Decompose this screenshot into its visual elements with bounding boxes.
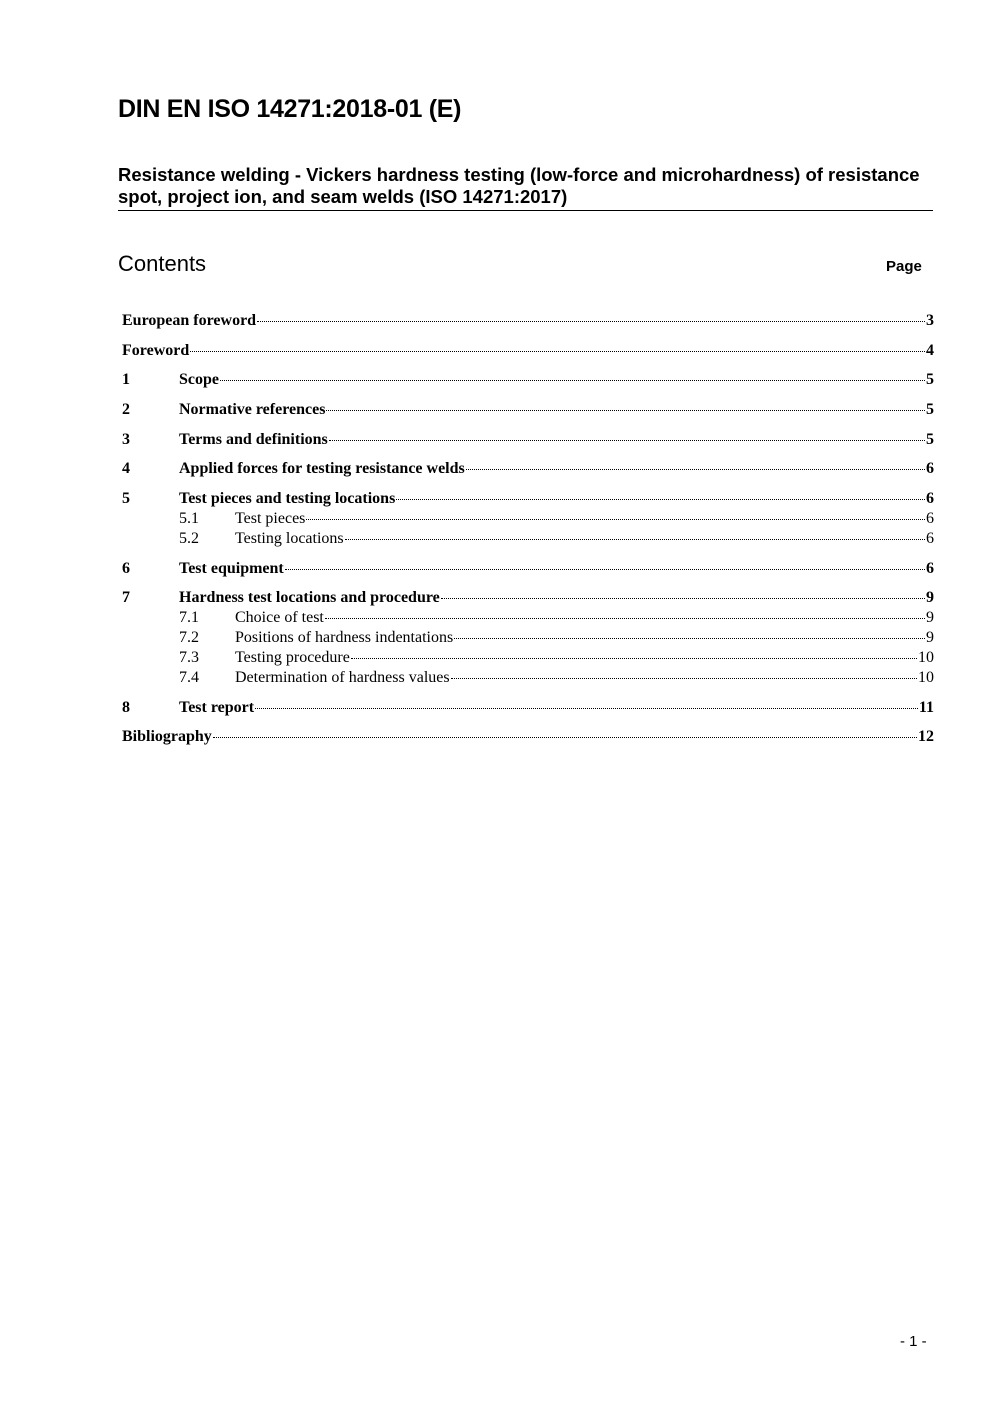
- page-column-heading: Page: [886, 258, 922, 275]
- toc-entry[interactable]: [122, 371, 934, 391]
- toc-entry-title: Applied forces for testing resistance welds: [179, 460, 465, 477]
- toc-entry-title: Test equipment: [179, 560, 284, 577]
- toc-entry-page: 5: [926, 371, 934, 388]
- dot-leader: [396, 499, 925, 500]
- toc-subentry[interactable]: [122, 669, 934, 689]
- toc-entry-number: 7.4: [179, 669, 199, 686]
- dot-leader: [255, 708, 918, 709]
- toc-entry-page: 9: [926, 609, 934, 626]
- toc-entry-title: Hardness test locations and procedure: [179, 589, 440, 606]
- toc-entry-page: 3: [926, 312, 934, 329]
- toc-entry-title: Positions of hardness indentations: [235, 629, 454, 646]
- toc-entry-number: 2: [122, 401, 130, 418]
- toc-entry-page: 6: [926, 530, 934, 547]
- toc-entry-title: Test report: [179, 699, 255, 716]
- toc-entry[interactable]: [122, 560, 934, 580]
- toc-entry-number: 7.2: [179, 629, 199, 646]
- toc-entry[interactable]: [122, 342, 934, 362]
- toc-entry-number: 5: [122, 490, 130, 507]
- toc-entry-page: 9: [926, 589, 934, 606]
- dot-leader: [326, 410, 925, 411]
- toc-entry-title: Foreword: [122, 342, 190, 359]
- toc-entry-number: 1: [122, 371, 130, 388]
- toc-entry-page: 10: [918, 649, 934, 666]
- toc-entry-title: Choice of test: [235, 609, 324, 626]
- dot-leader: [454, 638, 925, 639]
- toc-entry-title: Testing locations: [235, 530, 344, 547]
- toc-entry-page: 5: [926, 401, 934, 418]
- toc-entry[interactable]: [122, 589, 934, 609]
- page-number: - 1 -: [900, 1333, 927, 1350]
- toc-subentry[interactable]: [122, 609, 934, 629]
- toc-entry-page: 10: [918, 669, 934, 686]
- document-subtitle: Resistance welding - Vickers hardness testing (low-force and microhardness) of resistance spot, project ion, and seam welds (ISO 14271:2017): [118, 164, 933, 211]
- toc-entry-number: 5.2: [179, 530, 199, 547]
- dot-leader: [325, 618, 925, 619]
- dot-leader: [441, 598, 925, 599]
- toc-entry-title: Test pieces: [235, 510, 306, 527]
- dot-leader: [257, 321, 925, 322]
- toc-entry[interactable]: [122, 699, 934, 719]
- toc-entry-page: 4: [926, 342, 934, 359]
- dot-leader: [451, 678, 917, 679]
- toc-entry[interactable]: [122, 312, 934, 332]
- toc-subentry[interactable]: [122, 629, 934, 649]
- dot-leader: [190, 351, 925, 352]
- toc-entry-title: Normative references: [179, 401, 326, 418]
- document-title: DIN EN ISO 14271:2018-01 (E): [118, 95, 462, 123]
- contents-heading: Contents: [118, 251, 207, 276]
- toc-subentry[interactable]: [122, 649, 934, 669]
- toc-entry-title: Testing procedure: [235, 649, 350, 666]
- toc-entry-number: 4: [122, 460, 130, 477]
- toc-entry-page: 6: [926, 510, 934, 527]
- dot-leader: [466, 469, 925, 470]
- toc-entry-page: 11: [918, 699, 934, 716]
- toc-entry-title: Bibliography: [122, 728, 212, 745]
- dot-leader: [306, 519, 925, 520]
- dot-leader: [351, 658, 917, 659]
- toc-subentry[interactable]: [122, 530, 934, 550]
- toc-entry[interactable]: [122, 460, 934, 480]
- toc-entry-number: 7.1: [179, 609, 199, 626]
- dot-leader: [220, 380, 925, 381]
- toc-entry[interactable]: [122, 490, 934, 510]
- dot-leader: [345, 539, 925, 540]
- dot-leader: [329, 440, 925, 441]
- toc-entry-page: 12: [918, 728, 934, 745]
- toc-entry[interactable]: [122, 728, 934, 748]
- toc-entry-number: 6: [122, 560, 130, 577]
- toc-entry-page: 6: [926, 460, 934, 477]
- toc-entry-number: 8: [122, 699, 130, 716]
- toc-entry-title: Scope: [179, 371, 219, 388]
- toc-entry-page: 6: [926, 490, 934, 507]
- dot-leader: [285, 569, 925, 570]
- toc-entry-page: 5: [926, 431, 934, 448]
- toc-entry-title: Test pieces and testing locations: [179, 490, 396, 507]
- toc-entry-title: Determination of hardness values: [235, 669, 450, 686]
- toc-entry[interactable]: [122, 401, 934, 421]
- toc-entry-number: 3: [122, 431, 130, 448]
- dot-leader: [213, 737, 917, 738]
- toc-entry-page: 9: [926, 629, 934, 646]
- toc-entry-number: 7.3: [179, 649, 199, 666]
- toc-entry[interactable]: [122, 431, 934, 451]
- toc-entry-page: 6: [926, 560, 934, 577]
- toc-entry-number: 5.1: [179, 510, 199, 527]
- toc-entry-title: Terms and definitions: [179, 431, 328, 448]
- toc-subentry[interactable]: [122, 510, 934, 530]
- toc-entry-title: European foreword: [122, 312, 257, 329]
- toc-entry-number: 7: [122, 589, 130, 606]
